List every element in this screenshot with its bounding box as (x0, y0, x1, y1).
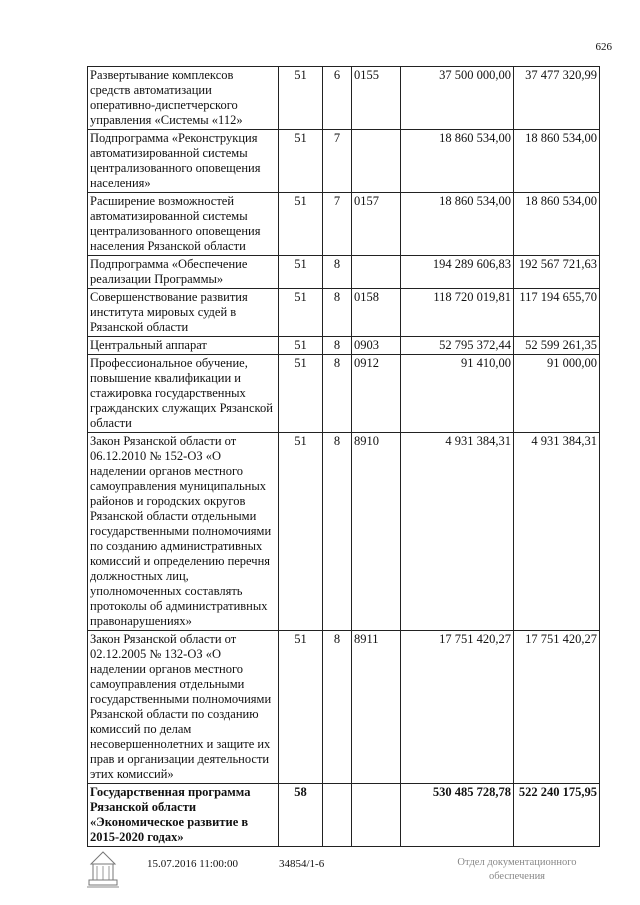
row-code: 0903 (352, 337, 401, 355)
row-name: Подпрограмма «Обеспечение реализации Программы» (88, 256, 279, 289)
row-amount-planned: 52 795 372,44 (401, 337, 514, 355)
table-row (88, 256, 600, 289)
table-row (88, 355, 600, 433)
row-subsection: 8 (323, 355, 352, 433)
table-row (88, 67, 600, 130)
row-amount-planned: 18 860 534,00 (401, 130, 514, 193)
row-code: 8910 (352, 433, 401, 631)
row-name: Развертывание комплексов средств автоматизации оперативно-диспетчерского управления «Системы «112» (88, 67, 279, 130)
footer-date: 15.07.2016 11:00:00 (147, 858, 238, 870)
row-amount-planned: 17 751 420,27 (401, 631, 514, 784)
row-section: 51 (279, 433, 323, 631)
footer-department: Отдел документационного обеспечения (457, 857, 577, 882)
row-amount-actual: 17 751 420,27 (514, 631, 600, 784)
row-section: 51 (279, 631, 323, 784)
row-section: 51 (279, 67, 323, 130)
row-amount-actual: 192 567 721,63 (514, 256, 600, 289)
row-subsection (323, 784, 352, 847)
row-name: Центральный аппарат (88, 337, 279, 355)
row-subsection: 8 (323, 256, 352, 289)
row-code: 0912 (352, 355, 401, 433)
row-name: Закон Рязанской области от 02.12.2005 № 132-ОЗ «О наделении органов местного самоуправления отдельными государственными полномочиями Рязанской области по созданию комиссий по делам несовершеннолетних и защите их прав и организации деятельности этих комиссий» (88, 631, 279, 784)
page-number: 626 (595, 41, 612, 53)
row-code: 0158 (352, 289, 401, 337)
row-section: 58 (279, 784, 323, 847)
row-amount-actual: 522 240 175,95 (514, 784, 600, 847)
row-subsection: 7 (323, 130, 352, 193)
row-amount-planned: 4 931 384,31 (401, 433, 514, 631)
row-name: Расширение возможностей автоматизированной системы централизованного оповещения населения Рязанской области (88, 193, 279, 256)
row-name: Закон Рязанской области от 06.12.2010 № 152-ОЗ «О наделении органов местного самоуправления муниципальных районов и городских округов Рязанской области отдельными государственными полномочиями по созданию административных комиссий и определению перечня должностных лиц, уполномоченных составлять протоколы об административных правонарушениях» (88, 433, 279, 631)
table-row (88, 130, 600, 193)
row-name: Совершенствование развития института мировых судей в Рязанской области (88, 289, 279, 337)
table-row (88, 289, 600, 337)
budget-table (87, 66, 600, 847)
row-name: Государственная программа Рязанской области «Экономическое развитие в 2015-2020 годах» (88, 784, 279, 847)
row-amount-planned: 194 289 606,83 (401, 256, 514, 289)
row-amount-planned: 91 410,00 (401, 355, 514, 433)
row-section: 51 (279, 355, 323, 433)
row-subsection: 8 (323, 631, 352, 784)
row-name: Профессиональное обучение, повышение квалификации и стажировка государственных гражданских служащих Рязанской области (88, 355, 279, 433)
row-amount-actual: 18 860 534,00 (514, 130, 600, 193)
row-code: 8911 (352, 631, 401, 784)
row-section: 51 (279, 289, 323, 337)
row-amount-actual: 37 477 320,99 (514, 67, 600, 130)
table-row (88, 784, 600, 847)
row-subsection: 6 (323, 67, 352, 130)
row-subsection: 8 (323, 337, 352, 355)
row-amount-actual: 117 194 655,70 (514, 289, 600, 337)
row-name: Подпрограмма «Реконструкция автоматизированной системы централизованного оповещения населения» (88, 130, 279, 193)
row-subsection: 8 (323, 289, 352, 337)
row-amount-actual: 91 000,00 (514, 355, 600, 433)
row-code: 0155 (352, 67, 401, 130)
building-stamp-icon (85, 850, 121, 890)
row-amount-planned: 530 485 728,78 (401, 784, 514, 847)
row-code (352, 784, 401, 847)
row-code: 0157 (352, 193, 401, 256)
row-code (352, 130, 401, 193)
row-amount-planned: 18 860 534,00 (401, 193, 514, 256)
row-section: 51 (279, 130, 323, 193)
row-subsection: 8 (323, 433, 352, 631)
row-section: 51 (279, 337, 323, 355)
table-row (88, 433, 600, 631)
row-amount-planned: 118 720 019,81 (401, 289, 514, 337)
table-row (88, 631, 600, 784)
row-amount-actual: 52 599 261,35 (514, 337, 600, 355)
row-amount-planned: 37 500 000,00 (401, 67, 514, 130)
row-subsection: 7 (323, 193, 352, 256)
row-section: 51 (279, 193, 323, 256)
row-code (352, 256, 401, 289)
table-row (88, 193, 600, 256)
footer-doc-number: 34854/1-6 (279, 858, 325, 870)
row-amount-actual: 4 931 384,31 (514, 433, 600, 631)
row-amount-actual: 18 860 534,00 (514, 193, 600, 256)
row-section: 51 (279, 256, 323, 289)
table-row (88, 337, 600, 355)
